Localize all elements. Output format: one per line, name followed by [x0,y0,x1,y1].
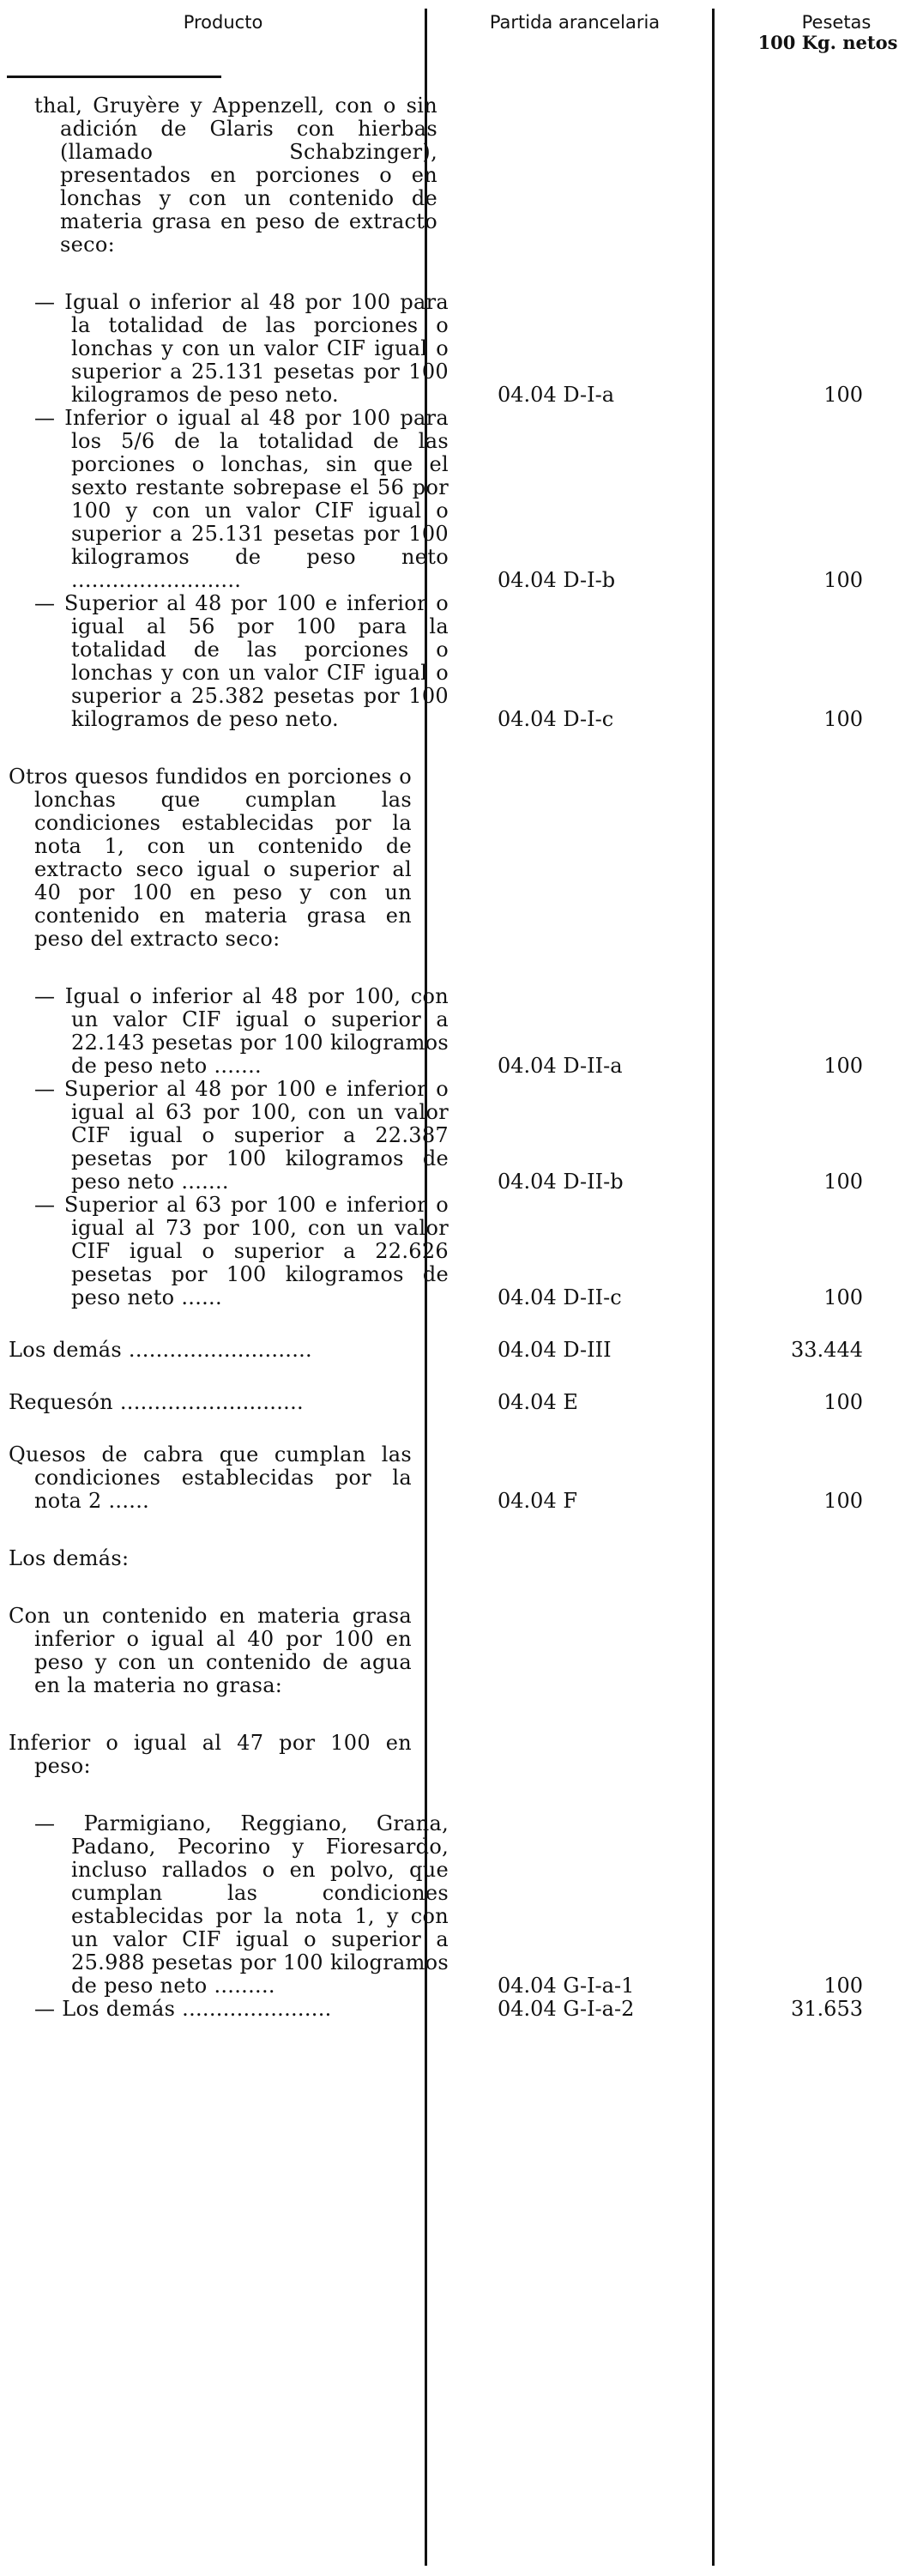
row-description: Otros quesos fundidos en porciones o lonchas que cumplan las condiciones establecidas por la nota 1, con un contenido de extracto seco igual o superior al 40 por 100 en peso y con un contenido en materia grasa en peso del extracto seco: [9,765,412,951]
partida-code: 04.04 D-II-a [498,1054,623,1078]
row-description: — Igual o inferior al 48 por 100, con un valor CIF igual o superior a 22.143 pesetas por 100 kilogramos de peso neto ....... [34,984,449,1078]
row-description: — Superior al 63 por 100 e inferior o igual al 73 por 100, con un valor CIF igual o superior a 22.626 pesetas por 100 kilogramos de peso neto ...... [34,1193,449,1309]
table-row [0,291,923,407]
row-description: — Igual o inferior al 48 por 100 para la totalidad de las porciones o lonchas y con un valor CIF igual o superior a 25.131 pesetas por 100 kilogramos de peso neto. [34,290,449,407]
row-description: — Parmigiano, Reggiano, Grana, Padano, Pecorino y Fioresardo, incluso rallados o en polvo, que cumplan las condiciones establecidas por la nota 1, y con un valor CIF igual o superior a 25.988 pesetas por 100 kilogramos de peso neto ......... [34,1811,449,1998]
row-description: Requesón ........................... [9,1390,304,1414]
pesetas-value: 100 [823,1974,863,1998]
row-description: Los demás: [9,1546,130,1570]
header-producto: Producto [183,12,263,33]
table-row [0,94,923,257]
row-description: Con un contenido en materia grasa inferior o igual al 40 por 100 en peso y con un contenido de agua en la materia no grasa: [9,1604,412,1697]
row-description: Quesos de cabra que cumplan las condiciones establecidas por la nota 2 ...... [9,1442,412,1513]
table-row [0,1998,923,2021]
pesetas-value: 100 [823,383,863,407]
pesetas-value: 100 [823,1285,863,1309]
table-row [0,407,923,592]
pesetas-value: 100 [823,1054,863,1078]
row-description: — Superior al 48 por 100 e inferior o igual al 63 por 100, con un valor CIF igual o superior a 22.387 pesetas por 100 kilogramos de peso neto ....... [34,1077,449,1194]
pesetas-value: 31.653 [791,1997,863,2021]
row-description: Los demás ........................... [9,1338,312,1362]
tariff-table-body [0,94,923,2021]
partida-code: 04.04 D-II-c [498,1285,622,1309]
partida-code: 04.04 D-I-c [498,707,614,731]
table-row [0,592,923,731]
table-header [0,0,923,79]
partida-code: 04.04 G-I-a-2 [498,1997,635,2021]
pesetas-value: 100 [823,1489,863,1513]
header-pesetas: Pesetas [801,12,872,33]
table-row [0,765,923,951]
pesetas-value: 100 [823,1170,863,1194]
row-description: — Los demás ...................... [34,1997,332,2021]
table-row [0,1078,923,1194]
partida-code: 04.04 D-II-b [498,1170,624,1194]
table-row [0,1194,923,1309]
partida-code: 04.04 D-III [498,1338,612,1362]
pesetas-value: 100 [823,568,863,592]
table-row [0,1443,923,1513]
row-description: thal, Gruyère y Appenzell, con o sin adición de Glaris con hierbas (llamado Schabzinger), presentados en porciones o en lonchas y con un contenido de materia grasa en peso de extracto seco: [34,94,437,257]
header-underline [7,76,221,78]
row-description: — Superior al 48 por 100 e inferior o igual al 56 por 100 para la totalidad de las porciones o lonchas y con un valor CIF igual o superior a 25.382 pesetas por 100 kilogramos de peso neto. [34,591,449,731]
partida-code: 04.04 D-I-a [498,383,615,407]
partida-code: 04.04 E [498,1390,578,1414]
pesetas-value: 33.444 [791,1338,863,1362]
header-partida: Partida arancelaria [489,12,661,33]
header-pesetas-unit: 100 Kg. netos [757,32,898,53]
table-row [0,1339,923,1362]
partida-code: 04.04 F [498,1489,577,1513]
row-description: — Inferior o igual al 48 por 100 para los 5/6 de la totalidad de las porciones o lonchas, sin que el sexto restante sobrepase el 56 por 100 y con un valor CIF igual o superior a 25.131 pesetas por 100 kilogramos de peso neto ......................... [34,406,449,592]
row-description: Inferior o igual al 47 por 100 en peso: [9,1731,412,1778]
table-row [0,1605,923,1697]
table-row [0,1812,923,1998]
table-row [0,985,923,1078]
table-row [0,1391,923,1414]
table-row [0,1547,923,1570]
partida-code: 04.04 D-I-b [498,568,616,592]
table-row [0,1732,923,1778]
partida-code: 04.04 G-I-a-1 [498,1974,635,1998]
pesetas-value: 100 [823,707,863,731]
pesetas-value: 100 [823,1390,863,1414]
